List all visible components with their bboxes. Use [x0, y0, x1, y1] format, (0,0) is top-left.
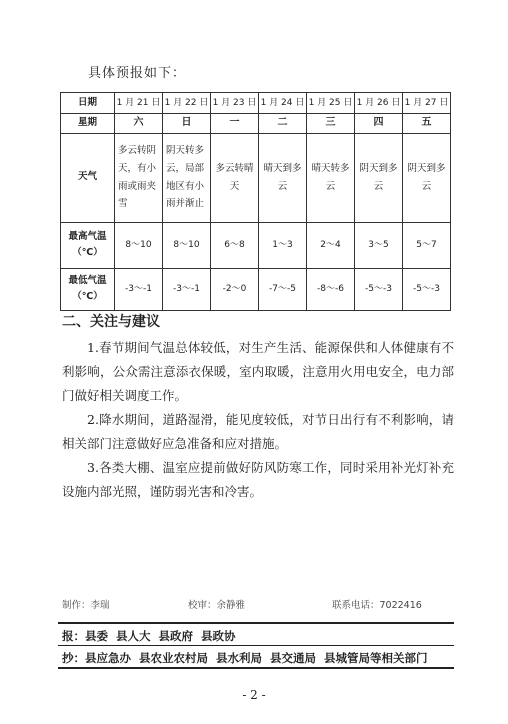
date-cell: 1 月 23 日 — [211, 93, 259, 114]
checker-credit: 校审：余静雅 — [188, 600, 246, 611]
advice-paragraph: 2.降水期间，道路湿滑，能见度较低，对节日出行有不利影响，请相关部门注意做好应急准备和应对措施。 — [62, 412, 454, 451]
low-temp-cell: -5～-3 — [403, 268, 451, 310]
advice-paragraph: 3.各类大棚、温室应提前做好防风防寒工作，同时采用补光灯补充设施内部光照，谨防弱光害和冷害。 — [62, 460, 454, 499]
distribution-top-rule — [58, 622, 454, 624]
weekday-cell: 五 — [403, 114, 451, 134]
date-cell: 1 月 25 日 — [307, 93, 355, 114]
low-temp-cell: -3～-1 — [163, 268, 211, 310]
high-temp-unit: （℃） — [72, 247, 103, 258]
weather-cell: 晴天转多云 — [307, 133, 355, 222]
weekday-cell: 四 — [355, 114, 403, 134]
section-title: 二、关注与建议 — [62, 314, 160, 330]
high-temp-cell: 2～4 — [307, 222, 355, 268]
weekday-cell: 三 — [307, 114, 355, 134]
forecast-intro: 具体预报如下： — [88, 66, 187, 81]
row-label-low-temp — [61, 268, 115, 310]
distribution-send: 报：县委 县人大 县政府 县政协 — [62, 629, 236, 643]
date-row — [61, 93, 451, 114]
weekday-row — [61, 114, 451, 134]
high-temp-cell: 8～10 — [115, 222, 163, 268]
date-cell: 1 月 27 日 — [403, 93, 451, 114]
weather-cell: 多云转晴天 — [211, 133, 259, 222]
weather-cell: 阴天到多云 — [355, 133, 403, 222]
weather-cell: 阴天转多云，局部地区有小雨并渐止 — [163, 133, 211, 222]
low-temp-cell: -8～-6 — [307, 268, 355, 310]
low-temp-label: 最低气温 — [68, 274, 107, 286]
high-temp-cell: 5～7 — [403, 222, 451, 268]
low-temp-cell: -3～-1 — [115, 268, 163, 310]
low-temp-cell: -7～-5 — [259, 268, 307, 310]
date-cell: 1 月 24 日 — [259, 93, 307, 114]
row-label-weather: 天气 — [61, 133, 115, 222]
high-temp-cell: 3～5 — [355, 222, 403, 268]
high-temp-row — [61, 222, 451, 268]
weather-cell: 多云转阴天，有小雨或雨夹雪 — [115, 133, 163, 222]
weekday-cell: 六 — [115, 114, 163, 134]
high-temp-cell: 8～10 — [163, 222, 211, 268]
low-temp-cell: -2～0 — [211, 268, 259, 310]
row-label-high-temp — [61, 222, 115, 268]
low-temp-row — [61, 268, 451, 310]
page-number: - 2 - — [242, 688, 266, 702]
distribution-bottom-rule — [58, 667, 454, 669]
date-cell: 1 月 22 日 — [163, 93, 211, 114]
high-temp-label: 最高气温 — [68, 230, 107, 242]
high-temp-cell: 1～3 — [259, 222, 307, 268]
advice-paragraph: 1.春节期间气温总体较低，对生产生活、能源保供和人体健康有不利影响，公众需注意添衣保暖，室内取暖，注意用火用电安全，电力部门做好相关调度工作。 — [62, 340, 454, 403]
weekday-cell: 一 — [211, 114, 259, 134]
weekday-cell: 二 — [259, 114, 307, 134]
low-temp-unit: （℃） — [72, 291, 103, 302]
weather-cell: 阴天到多云 — [403, 133, 451, 222]
forecast-table — [60, 92, 451, 311]
row-label-weekday: 星期 — [61, 114, 115, 134]
contact-phone: 联系电话：7022416 — [332, 600, 422, 611]
distribution-middle-rule — [58, 645, 454, 646]
weekday-cell: 日 — [163, 114, 211, 134]
distribution-copy: 抄：县应急办 县农业农村局 县水利局 县交通局 县城管局等相关部门 — [62, 651, 428, 665]
weather-cell: 晴天到多云 — [259, 133, 307, 222]
maker-credit: 制作：李瑞 — [62, 600, 110, 611]
high-temp-cell: 6～8 — [211, 222, 259, 268]
weather-row — [61, 133, 451, 222]
low-temp-cell: -5～-3 — [355, 268, 403, 310]
row-label-date: 日期 — [61, 93, 115, 114]
date-cell: 1 月 26 日 — [355, 93, 403, 114]
date-cell: 1 月 21 日 — [115, 93, 163, 114]
